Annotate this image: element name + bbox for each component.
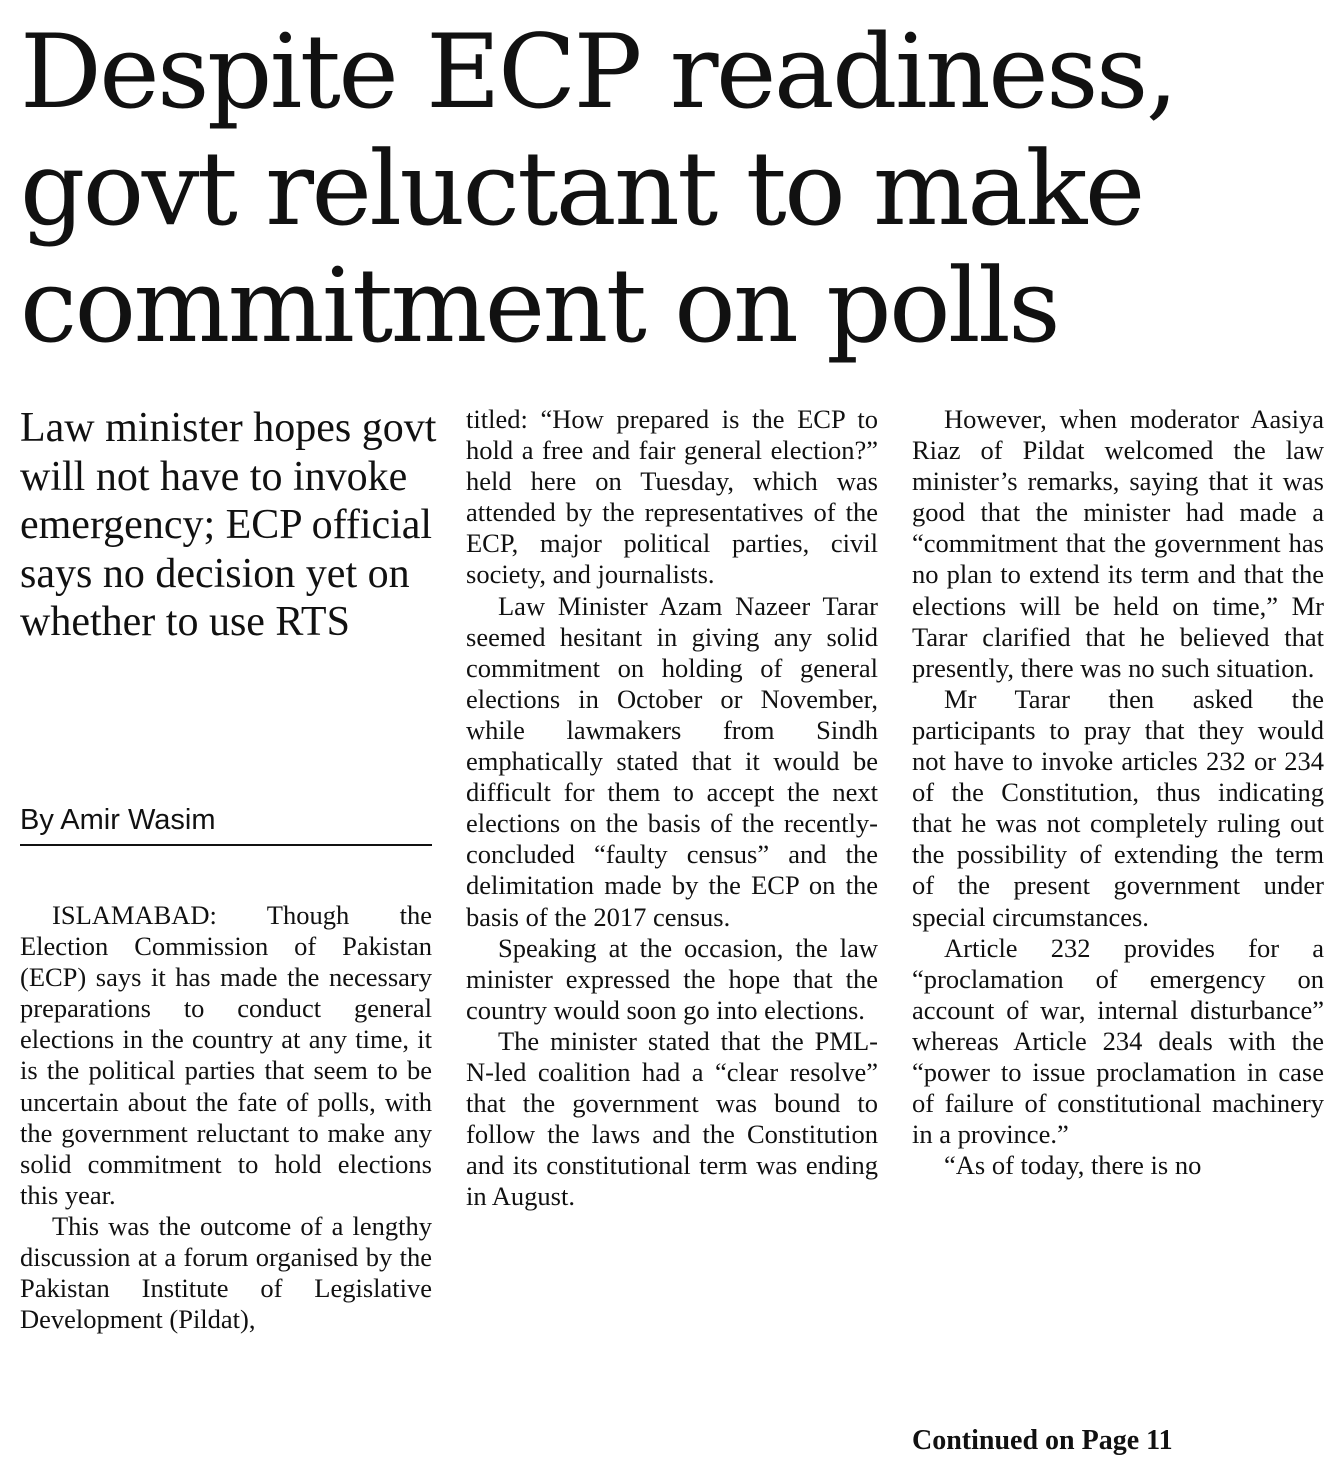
paragraph: Law Minister Azam Nazeer Tarar seemed hesitant in giving any solid commitment on holding of general elections in October or November, while lawmakers from Sindh emphatically stated that it would be difficult for them to accept the next elections on the basis of the recently-concluded “faulty census” and the delimitation made by the ECP on the basis of the 2017 census.: [466, 590, 878, 932]
paragraph: Speaking at the occasion, the law minister expressed the hope that the country would soon go into elections.: [466, 932, 878, 1025]
deck-subheadline: Law minister hopes govt will not have to invoke emergency; ECP official says no decision yet on whether to use RTS: [20, 405, 437, 645]
continued-on-page-link[interactable]: Continued on Page 11: [912, 1425, 1173, 1456]
paragraph: titled: “How prepared is the ECP to hold a free and fair general election?” held here on Tuesday, which was attended by the representatives of the ECP, major political parties, civil society, and journalists.: [466, 404, 878, 590]
headline: Despite ECP readiness, govt reluctant to make commitment on polls: [20, 13, 1176, 366]
paragraph: However, when moderator Aasiya Riaz of Pildat welcomed the law minister’s remarks, saying that it was good that the minister had made a “commitment that the government has no plan to extend its term and that the elections will be held on time,” Mr Tarar clarified that he believed that presently, there was no such situation.: [912, 404, 1324, 683]
byline: By Amir Wasim: [20, 800, 432, 846]
article-column-2: [466, 404, 878, 1212]
paragraph: ISLAMABAD: Though the Election Commission of Pakistan (ECP) says it has made the necessary preparations to conduct general elections in the country at any time, it is the political parties that seem to be uncertain about the fate of polls, with the government reluctant to make any solid commitment to hold elections this year.: [20, 900, 432, 1210]
paragraph: Article 232 provides for a “proclamation of emergency on account of war, internal disturbance” whereas Article 234 deals with the “power to issue proclamation in case of failure of constitutional machinery in a province.”: [912, 932, 1324, 1150]
article-column-3: [912, 404, 1324, 1181]
paragraph: This was the outcome of a lengthy discussion at a forum organised by the Pakistan Institute of Legislative Development (Pildat),: [20, 1210, 432, 1335]
article-column-1: [20, 900, 432, 1335]
paragraph: “As of today, there is no: [944, 1150, 1202, 1181]
paragraph: The minister stated that the PML-N-led coalition had a “clear resolve” that the government was bound to follow the laws and the Constitution and its constitutional term was ending in August.: [466, 1025, 878, 1212]
paragraph: Mr Tarar then asked the participants to pray that they would not have to invoke articles 232 or 234 of the Constitution, thus indicating that he was not completely ruling out the possibility of extending the term of the present government under special circumstances.: [912, 683, 1324, 932]
